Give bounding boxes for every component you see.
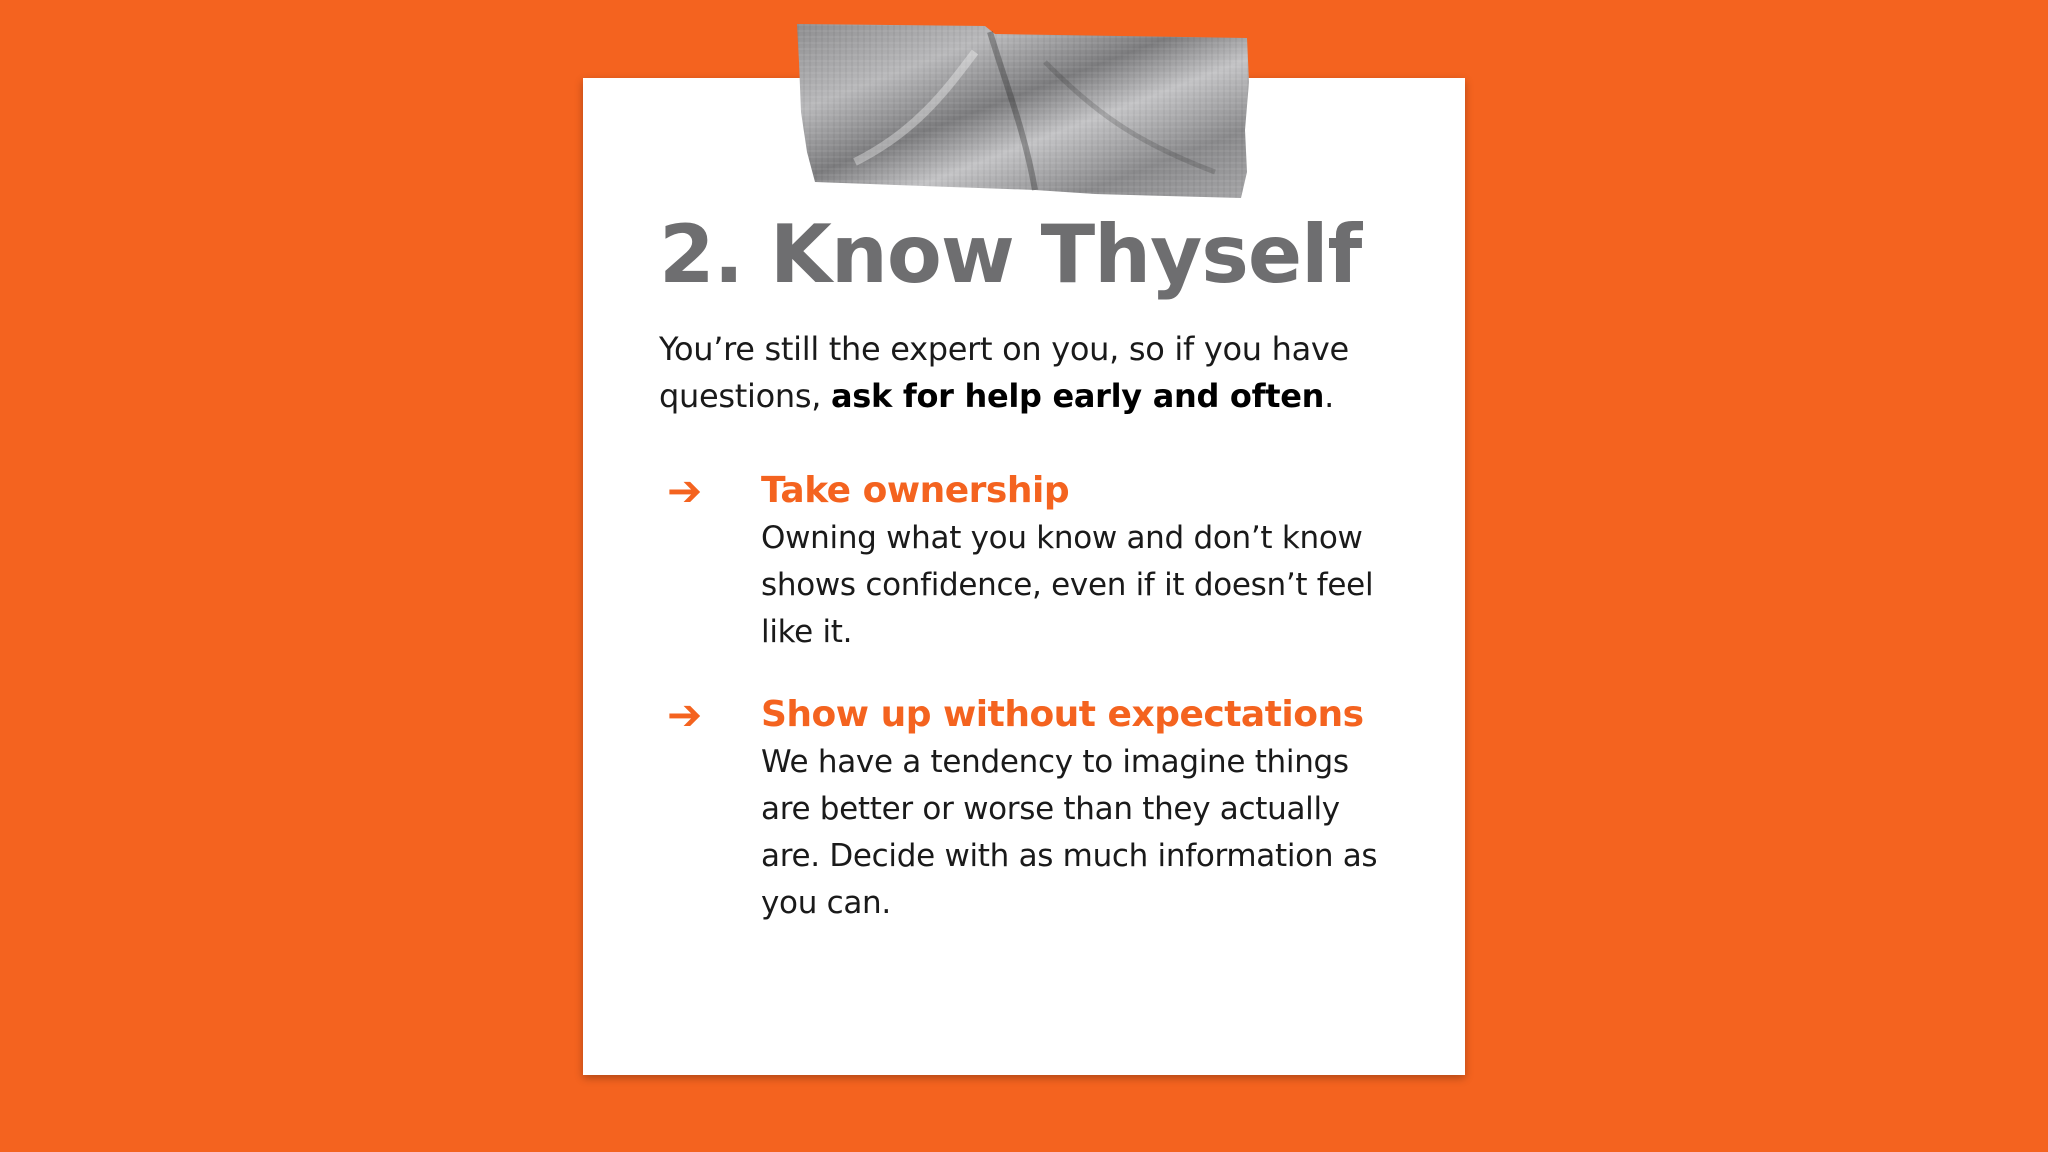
right-arrow-icon: ➔: [667, 466, 703, 515]
duct-tape-icon: [795, 22, 1251, 202]
intro-emphasis: ask for help early and often: [830, 377, 1325, 415]
intro-paragraph: [659, 326, 1419, 420]
bullet-heading: Show up without expectations: [761, 694, 1364, 735]
bullet-body: We have a tendency to imagine things are better or worse than they actually are. Decide with as much information as you can.: [761, 744, 1378, 921]
right-arrow-icon: ➔: [667, 690, 703, 739]
bullet-heading: Take ownership: [761, 470, 1070, 511]
slide-title: 2. Know Thyself: [659, 208, 1362, 301]
bullet-body: Owning what you know and don’t know shows confidence, even if it doesn’t feel like it.: [761, 520, 1374, 650]
intro-end: .: [1324, 377, 1334, 415]
intro-text: You’re still the expert on you, so if you have questions,: [659, 330, 1349, 415]
